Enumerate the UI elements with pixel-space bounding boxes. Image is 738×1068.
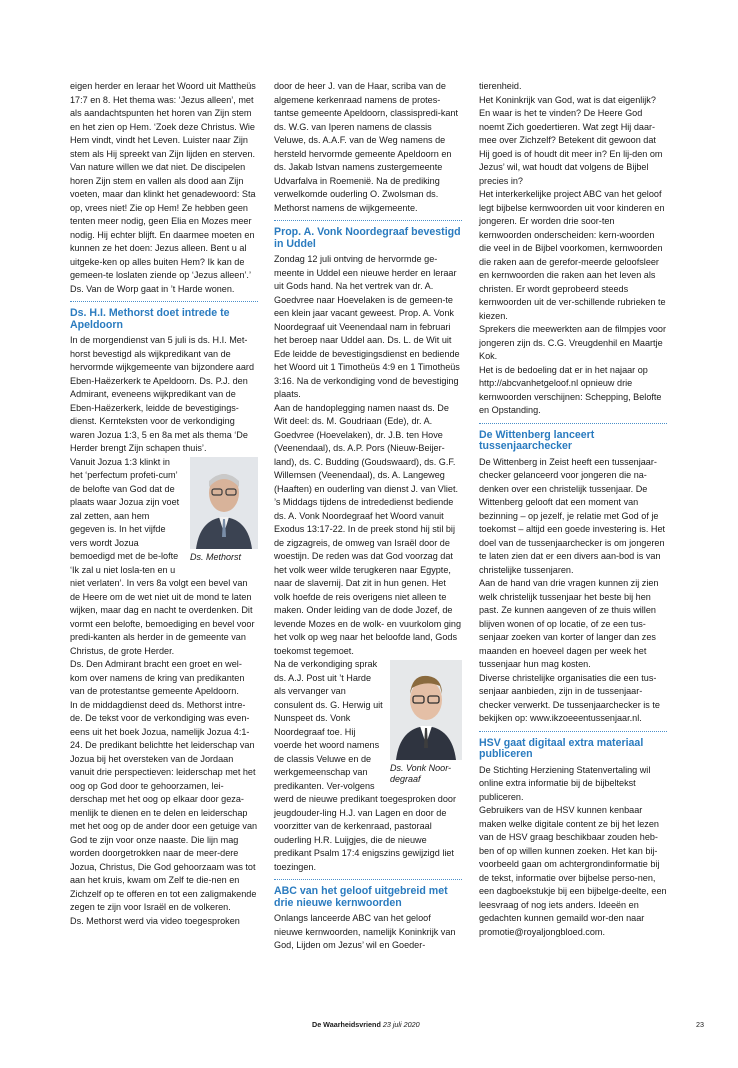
divider xyxy=(274,879,462,880)
paragraph: Ds. Methorst werd via video toegesproken xyxy=(70,915,240,926)
paragraph: Diverse christelijke organisaties die een tus-senjaar aanbieden, zijn in de tussenjaar-checker verwerkt. De tussenjaarchecker is te bekijken op: www.ikzoeeentussenjaar.nl. xyxy=(479,672,660,723)
paragraph: Het interkerkelijke project ABC van het geloof legt bijbelse kernwoorden uit voor kinderen en jongeren. Er worden drie soor-ten kernwoorden onderscheiden: kern-woorden die veel in de Bijbel voorkomen, kernwoorden die raken aan de gerefor-meerde geloofsleer en kernwoorden die raken aan het leven als christen. Er wordt geprobeerd steeds kernwoorden uit de ver-schillende rubrieken te kiezen. xyxy=(479,189,666,321)
photo-methorst-figure xyxy=(190,457,258,563)
column-2 xyxy=(274,80,462,953)
article-heading-abc: ABC van het geloof uitgebreid met drie nieuwe kernwoorden xyxy=(274,885,448,909)
footer-date: 23 juli 2020 xyxy=(382,1020,420,1029)
portrait-photo-vonk xyxy=(390,660,462,760)
article-heading-wittenberg: De Wittenberg lanceert tussenjaarchecker xyxy=(479,428,595,452)
footer-title: De Waarheidsvriend xyxy=(312,1020,381,1029)
paragraph: Het is de bedoeling dat er in het najaar op http://abcvanhetgeloof.nl opnieuw drie kernwoorden verschijnen: Schepping, Belofte en Opstanding. xyxy=(479,364,662,415)
column-3 xyxy=(479,80,667,939)
article-heading-hsv: HSV gaat digitaal extra materiaal publiceren xyxy=(479,736,644,760)
photo-caption-methorst: Ds. Methorst xyxy=(190,551,242,562)
portrait-methorst-image xyxy=(190,457,258,549)
paragraph: Na de verkondiging sprak ds. A.J. Post uit ’t Harde als vervanger van consulent ds. G. Herwig uit Nunspeet ds. Vonk Noordegraaf toe. Hij voerde het woord namens de classis Veluwe en de werkgemeenschap van predikanten. Ver-volgens werd de nieuwe predikant toegesproken door jeugdouder-ling H.J. van Lagen en door de voorzitter van de kerkenraad, pastoraal ouderling H.R. Luijgjes, die de nieuwe predikant Psalm 17:4 enigszins gewijzigd liet toezingen. xyxy=(274,659,456,872)
paragraph: Zondag 12 juli ontving de hervormde ge-meente in Uddel een nieuwe herder en leraar uit Gods hand. Na het vertrek van dr. A. Goedvree naar Hoevelaken is de gemeen-te een klein jaar vacant geweest. Prop. A. Vonk Noordegraaf uit Veenendaal nam in februari het beroep naar Uddel aan. Ds. L. de Wit uit Ede leidde de bevestigingsdienst en bediende het Woord uit 1 Timotheüs 4:9 en 1 Timotheüs 3:16. Na de verkondiging vond de bevestiging plaats. xyxy=(274,254,460,399)
paragraph: Onlangs lanceerde ABC van het geloof nieuwe kernwoorden, namelijk Koninkrijk van God, Lijden om Jezus’ wil en Goeder- xyxy=(274,913,456,950)
page-number: 23 xyxy=(696,1020,704,1029)
paragraph: De Stichting Herziening Statenvertaling wil online extra informatie bij de bijbeltekst publiceren. xyxy=(479,764,651,802)
portrait-photo-methorst xyxy=(190,457,258,549)
paragraph: door de heer J. van de Haar, scriba van de algemene kerkenraad namens de protes-tantse gemeente Apeldoorn, classispredi-kant ds. W.G. van Iperen namens de classis Veluwe, ds. A.A.F. van de Weg namens de hersteld hervormde gemeente Apeldoorn en ds. Jakab Istvan namens zustergemeente Udvarfalva in Roemenië. Na de prediking verwelkomde ouderling O. Zwolsman ds. Methorst namens de wijkgemeente. xyxy=(274,81,459,213)
column-1 xyxy=(70,80,258,928)
paragraph: In de middagdienst deed ds. Methorst intre-de. De tekst voor de verkondiging was even-eens uit het boek Jozua, namelijk Jozua 4:1-24. De predikant belichtte het leiderschap van Jozua bij het oversteken van de Jordaan vanuit drie perspectieven: leiderschap met het oog op God door te gehoorzamen, lei-derschap met het oog op elkaar door geza-menlijk te dienen en te delen en leiderschap met het oog op de ander door een getuige van God te zijn voor onze naaste. Die lijn mag worden doorgetrokken naar de meer-dere Jozua, Christus, Die God gehoorzaam was tot aan het kruis, kwam om Zelf te die-nen en Zichzelf op te offeren en tot een zaligmakende zegen te zijn voor Israël en de volkeren. xyxy=(70,699,258,912)
photo-vonk-figure xyxy=(390,660,462,785)
paragraph: Vanuit Jozua 1:3 klinkt in het ‘perfectum profeti-cum’ de belofte van God dat de plaats waar Jozua zijn voet zal zetten, aan hem gegeven is. In het vijfde vers wordt Jozua bemoedigd met de be-lofte ‘Ik zal u niet losla-ten en u niet verlaten’. In vers 8a volgt een bevel van de Heere om de wet niet uit de mond te laten wijken, maar dag en nacht te overdenken. Dit vormt een belofte, bemoediging en bevel voor predi-kanten als herder in de gemeente van Christus, de grote Herder. xyxy=(70,456,255,656)
paragraph: Ds. Van de Worp gaat in ’t Harde wonen. xyxy=(70,283,235,294)
paragraph: Aan de hand van drie vragen kunnen zij zien welk christelijk tussenjaar het beste bij hen past. Ze kunnen aangeven of ze thuis willen blijven wonen of op locatie, of ze een tus-senjaar zoeken van korter of langer dan zes maanden en hoeveel dagen per week het tussenjaar hun mag kosten. xyxy=(479,578,659,669)
paragraph: In de morgendienst van 5 juli is ds. H.I. Met-horst bevestigd als wijkpredikant van de hervormde wijkgemeente van bijzondere aard Eben-Haëzerkerk te Apeldoorn. Ds. P.J. den Admirant, eveneens wijkpredikant van de Eben-Haëzerkerk, leidde de bevestigings-dienst. Kernteksten voor de verkondiging waren Jozua 1:3, 5 en 8a met als thema ‘De Herder brengt Zijn schapen thuis’. xyxy=(70,335,254,453)
paragraph: Aan de handoplegging namen naast ds. De Wit deel: ds. M. Goudriaan (Ede), dr. A. Goedvree (Hoevelaken), dr. J.B. ten Hove (Veenendaal), ds. A.P. Pors (Nieuw-Beijer-land), ds. C. Budding (Goudswaard), ds. G.F. Willemsen (Veenendaal), ds. A. Langeweg (Haaften) en ouderling van dienst J. van Vliet. xyxy=(274,402,459,494)
paragraph: Gebruikers van de HSV kunnen kenbaar maken welke digitale content ze bij het lezen van de HSV graag beschikbaar zouden heb-ben of op willen kunnen zoeken. Het kan bij-voorbeeld gaan om achtergrondinformatie bij de tekst, informatie over bijbelse perso-nen, een dagboekstukje bij een bijbelge-deelte, een leesvraag of nog iets anders. Ideeën en gedachten kunnen gemaild wor-den naar promotie@royaljongbloed.com. xyxy=(479,805,667,937)
paragraph: Sprekers die meewerkten aan de filmpjes voor jongeren zijn ds. C.G. Vreugdenhil en Maartje Kok. xyxy=(479,324,667,361)
paragraph: eigen herder en leraar het Woord uit Mattheüs 17:7 en 8. Het thema was: ‘Jezus alleen’, met als aandachtspunten het horen van Zijn stem en het zien op Hem. ‘Zoek deze Christus. Wie Hem vindt, vindt het Leven. Luister naar Zijn stem als Hij spreekt van Zijn lijden en sterven. Van nature willen we dat niet. De discipelen horen Zijn stem en vallen als dood aan Zijn voeten, maar dan klinkt het genadewoord: Sta op, vrees niet! Zie op Hem! Ze hebben geen tenten meer nodig, geen Elia en Mozes meer nodig. Hij echter blijft. En daarmee moeten en kunnen ze het doen: Jezus alleen. Bent u al uitgeke-ken op alles buiten Hem? Ik kan de gemeen-te loslaten ziende op ‘Jezus alleen’.’ xyxy=(70,81,256,280)
paragraph: Ds. Den Admirant bracht een groet en wel-kom over namens de kring van predikanten van de protestantse gemeente Apeldoorn. xyxy=(70,659,245,696)
divider xyxy=(479,423,667,424)
paragraph: De Wittenberg in Zeist heeft een tussenjaar-checker gelanceerd voor jongeren die na-denken over een christelijk tussenjaar. De Wittenberg gelooft dat een moment van bezinning – op jezelf, je relatie met God of je toekomst – altijd een goede investering is. Het doel van de tussenjaarchecker is om jongeren te laten zien dat er een divers aan-bod is van christelijke tussenjaren. xyxy=(479,456,666,575)
article-heading-methorst: Ds. H.I. Methorst doet intrede te Apeldoorn xyxy=(70,307,230,331)
photo-caption-vonk: Ds. Vonk Noor-degraaf xyxy=(390,763,452,784)
divider xyxy=(479,731,667,732)
paragraph: Het Koninkrijk van God, wat is dat eigenlijk? En waar is het te vinden? De Heere God noemt Zich goedertieren. Wat zegt Hij daar-mee over Zichzelf? Betekent dit gewoon dat Hij goed is of houdt dit meer in? En lij-den om Jezus’ wil, wat houdt dat volgens de Bijbel precies in? xyxy=(479,94,663,186)
paragraph: ’s Middags tijdens de intrededienst bediende ds. A. Vonk Noordegraaf het Woord vanuit Exodus 13:17-22. In de preek stond hij stil bij de zigzagreis, de omweg van Israël door de woestijn. De reden was dat God voorzag dat het volk weer wilde terugkeren naar Egypte, naar de slavernij. Dat zit in hun genen. Het volk hoefde de reis overigens niet alleen te maken. Onder leiding van de dode Jozef, de levende Mozes en de wolk- en vuurkolom ging het volk op weg naar het beloofde land, Gods toekomst tegemoet. xyxy=(274,497,462,656)
divider xyxy=(70,301,258,302)
footer-publication xyxy=(312,1020,420,1029)
paragraph: tierenheid. xyxy=(479,81,522,91)
portrait-vonk-image xyxy=(390,660,462,760)
divider xyxy=(274,220,462,221)
article-heading-vonk: Prop. A. Vonk Noordegraaf bevestigd in Uddel xyxy=(274,226,461,250)
